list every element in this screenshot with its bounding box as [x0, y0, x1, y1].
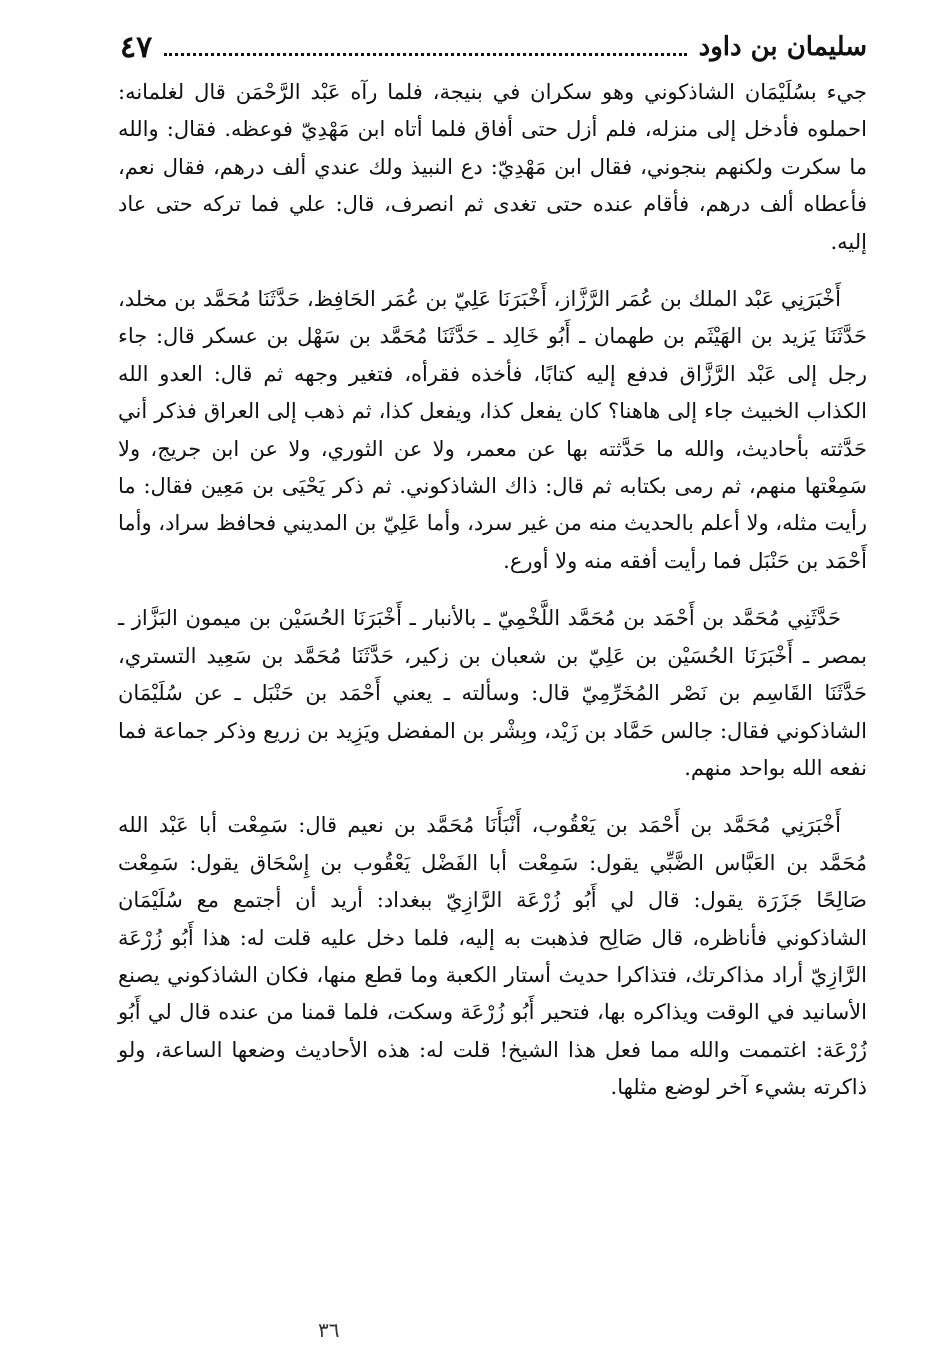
page-number: ٤٧ — [120, 29, 153, 65]
page-header — [120, 22, 867, 72]
header-leader-dots — [164, 39, 686, 56]
running-title: سليمان بن داود — [698, 32, 867, 62]
paragraph-2: أَخْبَرَنِي عَبْد الملك بن عُمَر الرَّزَّاز، أَخْبَرَنَا عَلِيّ بن عُمَر الحَافِظ، حَدَّثَنَا مُحَمَّد بن مخلد، حَدَّثَنَا يَزيد بن الهَيْثَم بن طهمان ـ أَبُو خَالِد ـ حَدَّثَنَا مُحَمَّد بن سَهْل بن عسكر قال: جاء رجل إلى عَبْد الرَّزَّاق فدفع إليه كتابًا، فأخذه فقرأه، فتغير وجهه ثم قال: العدو الله الكذاب الخبيث جاء إلى هاهنا؟ كان يفعل كذا، ويفعل كذا، ثم ذهب إلى العراق فذكر أني حَدَّثته بأحاديث، والله ما حَدَّثته بها عن معمر، ولا عن الثوري، ولا عن ابن جريج، ولا سَمِعْتها منهم، ثم رمى بكتابه ثم قال: ذاك الشاذكوني. ثم ذكر يَحْيَى بن مَعِين فقال: ما رأيت مثله، ولا أعلم بالحديث منه من غير سرد، وأما عَلِيّ بن المديني فحافظ سراد، وأما أَحْمَد بن حَنْبَل فما رأيت أفقه منه ولا أورع. — [118, 287, 867, 573]
paragraph-1: جيء بسُلَيْمَان الشاذكوني وهو سكران في بنيجة، فلما رآه عَبْد الرَّحْمَن قال لغلمانه: احملوه فأدخل إلى منزله، فلم أزل حتى أفاق فلما أتاه ابن مَهْدِيّ فوعظه. فقال: والله ما سكرت ولكنهم بنجوني، فقال ابن مَهْدِيّ: دع النبيذ ولك عندي ألف درهم، فقال نعم، فأعطاه ألف درهم، فأقام عنده حتى تغدى ثم انصرف، قال: علي فما تركه حتى عاد إليه. — [118, 80, 867, 254]
paragraph-4: أَخْبَرَنِي مُحَمَّد بن أَحْمَد بن يَعْقُوب، أَنْبَأَنَا مُحَمَّد بن نعيم قال: سَمِعْت أبا عَبْد الله مُحَمَّد بن العَبَّاس الضَّبِّي يقول: سَمِعْت أبا الفَضْل يَعْقُوب بن إِسْحَاق يقول: سَمِعْت صَالِحًا جَزَرَة يقول: قال لي أَبُو زُرْعَة الرَّازِيّ ببغداد: أريد أن أجتمع مع سُلَيْمَان الشاذكوني فأناظره، قال صَالِح فذهبت به إليه، فلما دخل عليه قلت له: هذا أَبُو زُرْعَة الرَّازِيّ أراد مذاكرتك، فتذاكرا حديث أستار الكعبة وما قطع منها، فكان الشاذكوني يصنع الأسانيد في الوقت ويذاكره بها، فتحير أَبُو زُرْعَة وسكت، فلما قمنا من عنده قال لي أَبُو زُرْعَة: اغتممت والله مما فعل هذا الشيخ! قلت له: هذه الأحاديث وضعها الساعة، ولو ذاكرته بشيء آخر لوضع مثلها. — [118, 813, 868, 1100]
folio-mark: ٣٦ — [318, 1318, 340, 1342]
body-text — [118, 74, 867, 1127]
paragraph-3: حَدَّثَنِي مُحَمَّد بن أَحْمَد بن مُحَمَّد اللَّخْمِيّ ـ بالأنبار ـ أَخْبَرَنَا الحُسَيْن بن ميمون البَزَّاز ـ بمصر ـ أَخْبَرَنَا الحُسَيْن بن عَلِيّ بن شعبان بن زكير، حَدَّثَنَا مُحَمَّد بن سَعِيد التستري، حَدَّثَنَا القَاسِم بن نَصْر المُخَرِّمِيّ قال: وسألته ـ يعني أَحْمَد بن حَنْبَل ـ عن سُلَيْمَان الشاذكوني فقال: جالس حَمَّاد بن زَيْد، وبِشْر بن المفضل ويَزِيد بن زريع وذكر جماعة فما نفعه الله بواحد منهم. — [118, 606, 867, 780]
